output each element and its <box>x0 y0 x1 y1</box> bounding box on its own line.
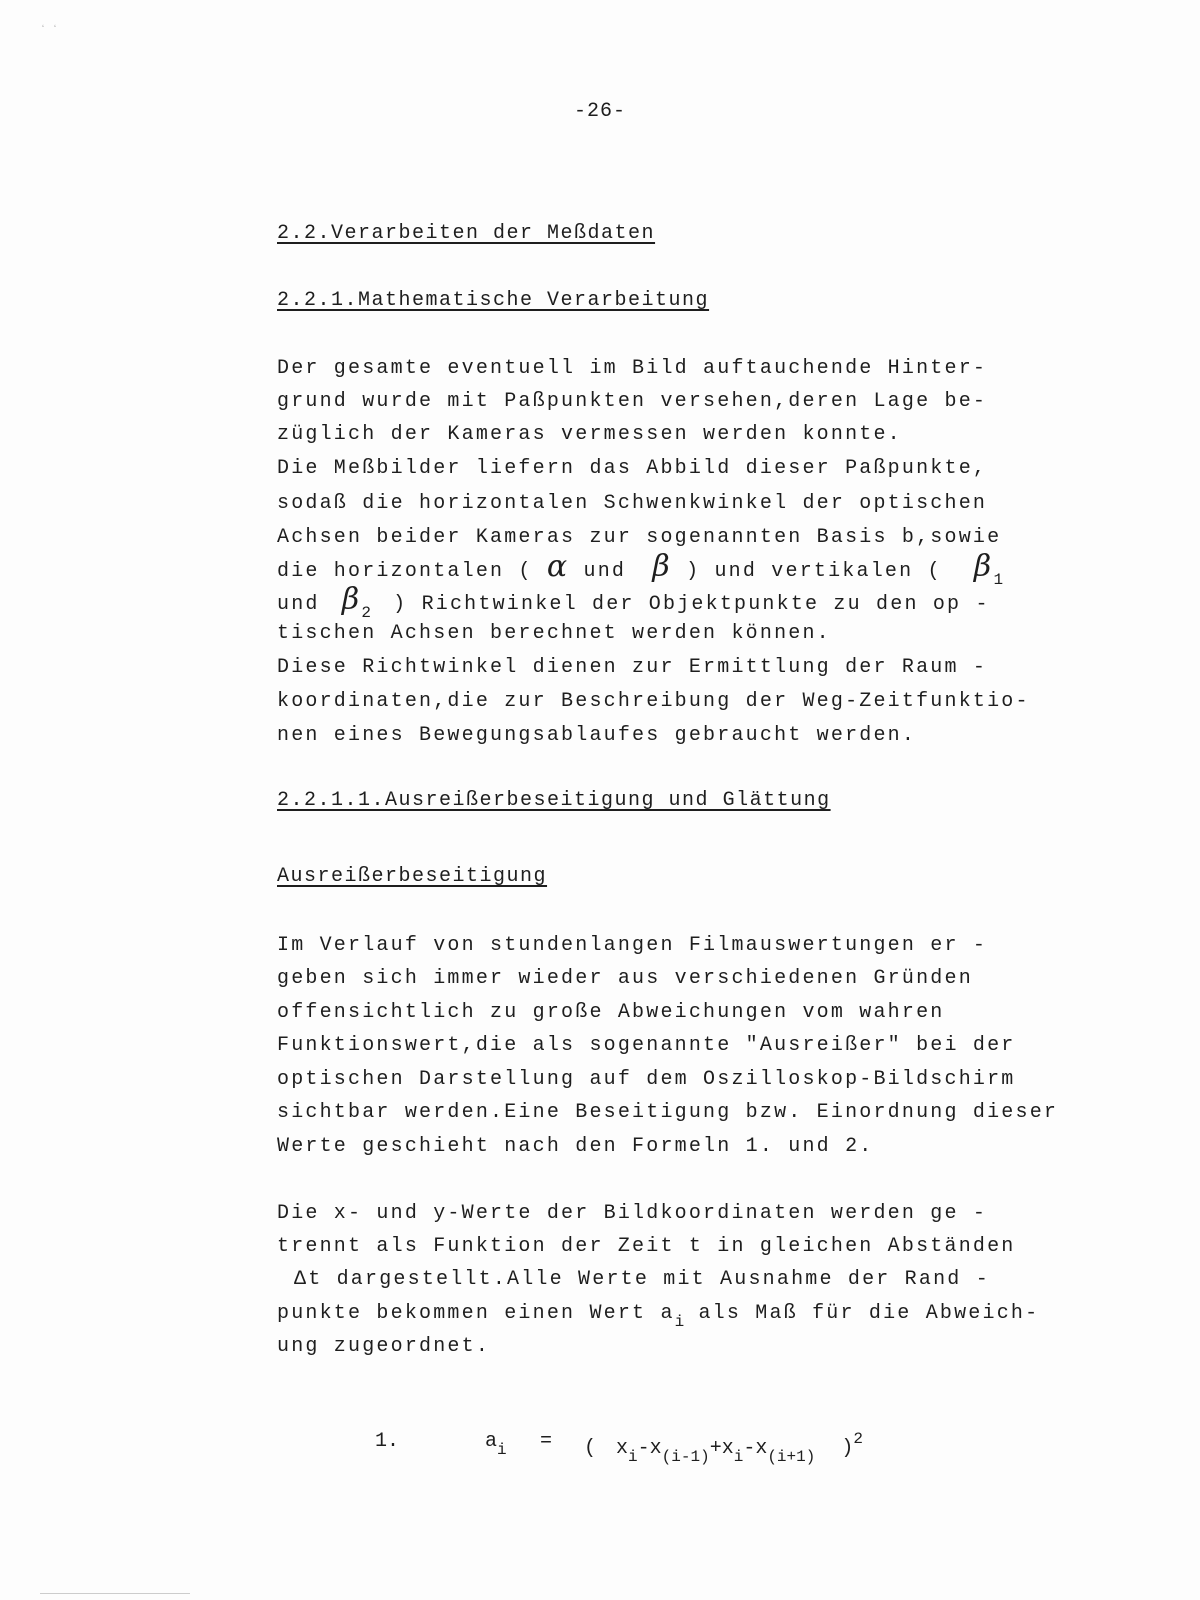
formula-sub: i <box>628 1448 638 1466</box>
formula-lhs-var: a <box>485 1430 498 1453</box>
beta-symbol: β <box>652 549 672 584</box>
text-line: Im Verlauf von stundenlangen Filmauswertungen er - <box>277 934 988 957</box>
text-line <box>277 1302 1039 1331</box>
formula-rhs <box>584 1430 863 1466</box>
text-line: Funktionswert,die als sogenannte "Ausreißer" bei der <box>277 1034 1016 1057</box>
text-line: nen eines Bewegungsablaufes gebraucht werden. <box>277 724 917 747</box>
text-line <box>294 1268 990 1291</box>
formula-open-paren: ( <box>584 1437 597 1460</box>
text-line: trennt als Funktion der Zeit t in gleichen Abständen <box>277 1235 1016 1258</box>
text-line: tischen Achsen berechnet werden können. <box>277 622 831 645</box>
text-line: optischen Darstellung auf dem Oszilloskop-Bildschirm <box>277 1068 1016 1091</box>
page-number: -26- <box>573 100 626 123</box>
corner-mark: ʻ ʻ <box>40 25 59 36</box>
text-fragment: die horizontalen ( <box>277 560 533 583</box>
subscript-1: 1 <box>993 571 1004 589</box>
formula-sub: (i-1) <box>661 1448 710 1466</box>
text-line: offensichtlich zu große Abweichungen vom wahren <box>277 1001 945 1024</box>
formula-term: -x <box>637 1437 662 1460</box>
text-fragment: punkte bekommen einen Wert a <box>277 1302 675 1325</box>
subscript-2: 2 <box>361 604 371 622</box>
formula-term: +x <box>709 1437 734 1460</box>
delta-symbol: Δ <box>294 1268 309 1291</box>
subscript-i: i <box>674 1313 685 1331</box>
heading-section-2-2-1: 2.2.1.Mathematische Verarbeitung <box>277 289 710 312</box>
formula-number: 1. <box>375 1430 400 1453</box>
formula-exponent: 2 <box>853 1430 863 1448</box>
heading-section-2-2-1-1: 2.2.1.1.Ausreißerbeseitigung und Glättung <box>277 789 831 812</box>
text-line: Achsen beider Kameras zur sogenannten Basis b,sowie <box>277 526 1002 549</box>
text-line: Werte geschieht nach den Formeln 1. und 2. <box>277 1135 874 1158</box>
text-line: sodaß die horizontalen Schwenkwinkel der optischen <box>277 492 988 515</box>
text-line: züglich der Kameras vermessen werden konnte. <box>277 423 902 446</box>
formula-term: -x <box>743 1437 768 1460</box>
formula-lhs <box>485 1430 507 1459</box>
formula-close-paren: ) <box>841 1437 854 1460</box>
formula-equals: = <box>540 1430 553 1453</box>
beta-1-symbol: β <box>973 549 994 584</box>
heading-section-2-2: 2.2.Verarbeiten der Meßdaten <box>277 222 656 245</box>
formula-sub: (i+1) <box>767 1448 816 1466</box>
text-line: ung zugeordnet. <box>277 1335 491 1358</box>
beta-2-symbol: β <box>341 582 362 617</box>
formula-sub: i <box>733 1448 744 1466</box>
text-fragment: t dargestellt.Alle Werte mit Ausnahme der Rand - <box>308 1268 990 1291</box>
text-fragment: als Maß für die Abweich- <box>684 1302 1040 1325</box>
formula-x1: x <box>616 1437 629 1460</box>
alpha-symbol: α <box>546 549 570 584</box>
text-line: grund wurde mit Paßpunkten versehen,deren Lage be- <box>277 390 988 413</box>
text-line <box>277 549 1004 589</box>
formula-lhs-sub: i <box>497 1441 507 1459</box>
text-fragment: ) und vertikalen ( <box>686 560 942 583</box>
text-fragment: und <box>583 560 627 583</box>
text-line: Die Meßbilder liefern das Abbild dieser Paßpunkte, <box>277 457 988 480</box>
text-line: sichtbar werden.Eine Beseitigung bzw. Einordnung dieser <box>277 1101 1059 1124</box>
text-line: koordinaten,die zur Beschreibung der Weg-Zeitfunktio- <box>277 690 1030 713</box>
text-line: Der gesamte eventuell im Bild auftauchende Hinter- <box>277 357 988 380</box>
footer-rule <box>40 1593 190 1594</box>
text-line: geben sich immer wieder aus verschiedenen Gründen <box>277 967 973 990</box>
text-fragment: ) Richtwinkel der Objektpunkte zu den op - <box>393 593 990 616</box>
heading-ausreisserbeseitigung: Ausreißerbeseitigung <box>277 865 548 888</box>
text-line: Die x- und y-Werte der Bildkoordinaten werden ge - <box>277 1202 988 1225</box>
text-line: Diese Richtwinkel dienen zur Ermittlung der Raum - <box>277 656 988 679</box>
text-fragment: und <box>277 593 320 616</box>
text-line <box>277 582 990 622</box>
